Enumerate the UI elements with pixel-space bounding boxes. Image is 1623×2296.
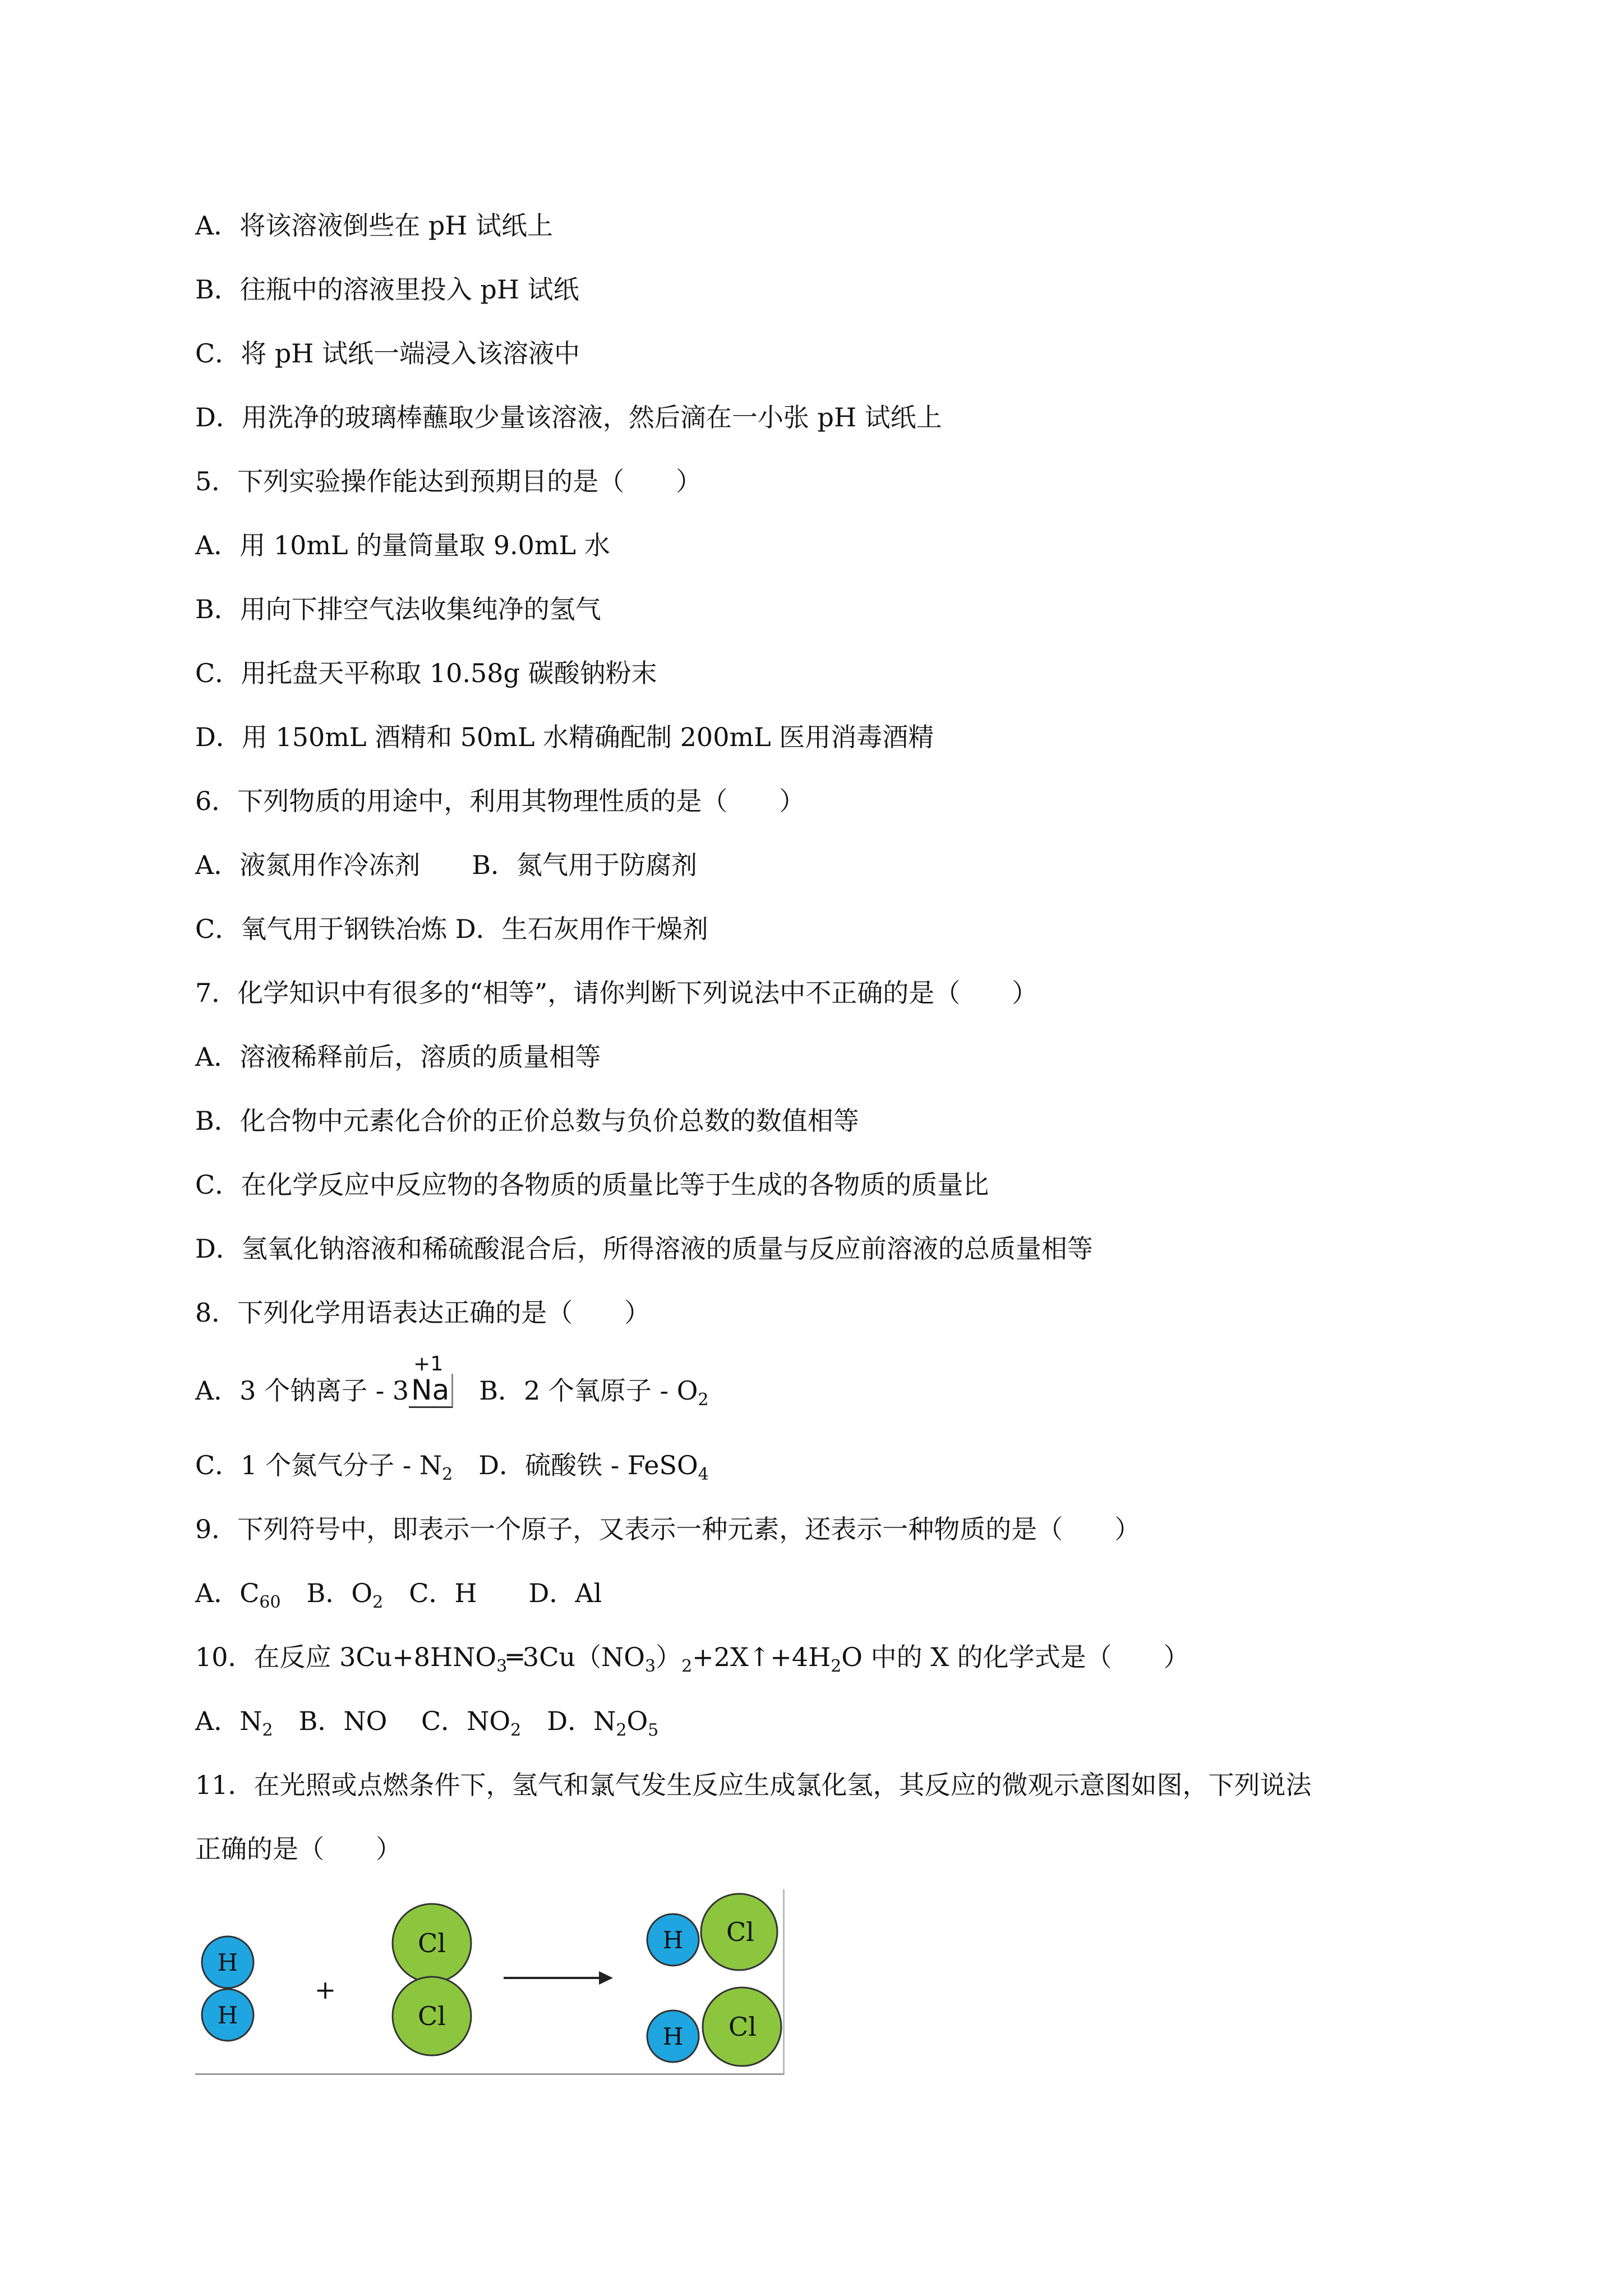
- reaction-diagram-svg: [195, 1889, 783, 2073]
- chlorine-atom-label: Cl: [726, 1917, 754, 1947]
- q10-option-d-text: D．N: [521, 1706, 616, 1736]
- q4-option-a: A．将该溶液倒些在 pH 试纸上: [195, 210, 554, 241]
- reaction-arrow: [504, 1971, 613, 1985]
- q10-options: [195, 1704, 658, 1738]
- chlorine-atom-label: Cl: [418, 1928, 446, 1958]
- subscript: 3: [496, 1657, 508, 1676]
- q6-options-ab: A．液氮用作冷冻剂 B．氮气用于防腐剂: [195, 850, 698, 880]
- q10-option-a-text: A．N: [195, 1706, 262, 1736]
- subscript: 2: [681, 1657, 693, 1676]
- subscript: 60: [259, 1593, 281, 1612]
- sodium-symbol: Na: [409, 1374, 453, 1408]
- subscript: 2: [616, 1720, 627, 1740]
- valence-label: +1: [413, 1352, 444, 1375]
- q9-options: [195, 1576, 602, 1610]
- q7-option-c: C．在化学反应中反应物的各物质的质量比等于生成的各物质的质量比: [195, 1170, 989, 1200]
- q8-options-ab: [195, 1352, 709, 1410]
- q10-option-d-oxygen: O: [626, 1706, 648, 1736]
- q6-stem: 6．下列物质的用途中，利用其物理性质的是（ ）: [195, 786, 805, 816]
- hydrogen-chloride-molecule: [647, 1894, 777, 1970]
- q9-options-cd-text: C．H D．Al: [383, 1578, 602, 1608]
- q10-stem-part: +2X↑+4H: [692, 1642, 831, 1672]
- q4-option-b: B．往瓶中的溶液里投入 pH 试纸: [195, 274, 579, 305]
- q6-options-cd: C．氧气用于钢铁冶炼 D．生石灰用作干燥剂: [195, 914, 708, 944]
- q4-option-d: D．用洗净的玻璃棒蘸取少量该溶液，然后滴在一小张 pH 试纸上: [195, 402, 942, 432]
- q8-options-cd: [195, 1448, 709, 1482]
- q5-option-c: C．用托盘天平称取 10.58g 碳酸钠粉末: [195, 658, 657, 688]
- q10-stem-part: 10．在反应 3Cu+8HNO: [195, 1642, 497, 1672]
- q5-option-b: B．用向下排空气法收集纯净的氢气: [195, 594, 601, 624]
- hydrogen-atom-label: H: [217, 1949, 238, 1976]
- subscript: 3: [644, 1657, 656, 1676]
- subscript: 2: [510, 1720, 522, 1740]
- hydrogen-atom-label: H: [662, 1926, 684, 1954]
- q7-option-d: D．氢氧化钠溶液和稀硫酸混合后，所得溶液的质量与反应前溶液的总质量相等: [195, 1234, 1093, 1264]
- q9-option-b-text: B．O: [280, 1578, 373, 1608]
- chlorine-atom-label: Cl: [418, 2001, 446, 2031]
- sodium-valence-symbol: [409, 1352, 453, 1407]
- chlorine-atom-label: Cl: [728, 2012, 757, 2042]
- subscript: 2: [442, 1465, 453, 1484]
- q7-option-a: A．溶液稀释前后，溶质的质量相等: [195, 1042, 601, 1072]
- hydrogen-molecule: [202, 1936, 253, 2041]
- q5-option-a: A．用 10mL 的量筒量取 9.0mL 水: [195, 530, 610, 560]
- q10-stem: [195, 1640, 1189, 1674]
- reaction-diagram: [195, 1889, 785, 2075]
- q8-option-a-text: A．3 个钠离子 - 3: [195, 1375, 409, 1406]
- subscript: 2: [698, 1390, 709, 1410]
- q10-stem-part: ）: [656, 1642, 682, 1672]
- hydrogen-chloride-molecule: [647, 1987, 781, 2066]
- q8-option-d-text: D．硫酸铁 - FeSO: [453, 1450, 698, 1480]
- chlorine-molecule: [393, 1904, 471, 2055]
- q11-stem-line2: 正确的是（ ）: [195, 1834, 402, 1864]
- subscript: 2: [372, 1593, 384, 1612]
- subscript: 2: [262, 1720, 273, 1740]
- plus-sign: +: [314, 1975, 336, 2005]
- q10-stem-part: ═3Cu（NO: [507, 1642, 645, 1672]
- q10-stem-part: O 中的 X 的化学式是（ ）: [841, 1642, 1189, 1672]
- q9-stem: 9．下列符号中，即表示一个原子，又表示一种元素，还表示一种物质的是（ ）: [195, 1514, 1141, 1544]
- q8-stem: 8．下列化学用语表达正确的是（ ）: [195, 1297, 651, 1328]
- q7-option-b: B．化合物中元素化合价的正价总数与负价总数的数值相等: [195, 1106, 859, 1136]
- q11-stem-line1: 11．在光照或点燃条件下，氢气和氯气发生反应生成氯化氢，其反应的微观示意图如图，下列说法: [195, 1770, 1312, 1800]
- q7-stem: 7．化学知识中有很多的“相等”，请你判断下列说法中不正确的是（ ）: [195, 978, 1038, 1008]
- q4-option-c: C．将 pH 试纸一端浸入该溶液中: [195, 338, 580, 369]
- q5-stem: 5．下列实验操作能达到预期目的是（ ）: [195, 466, 702, 496]
- subscript: 4: [698, 1465, 709, 1484]
- q8-option-c-text: C．1 个氮气分子 - N: [195, 1450, 442, 1480]
- q9-option-a-text: A．C: [195, 1578, 260, 1608]
- subscript: 2: [831, 1657, 842, 1676]
- q8-option-b-text: B．2 个氧原子 - O: [453, 1375, 698, 1406]
- q10-option-bc-text: B．NO C．NO: [273, 1706, 511, 1736]
- hydrogen-atom-label: H: [217, 2001, 238, 2029]
- subscript: 5: [648, 1720, 659, 1740]
- hydrogen-atom-label: H: [662, 2023, 684, 2050]
- q5-option-d: D．用 150mL 酒精和 50mL 水精确配制 200mL 医用消毒酒精: [195, 722, 934, 752]
